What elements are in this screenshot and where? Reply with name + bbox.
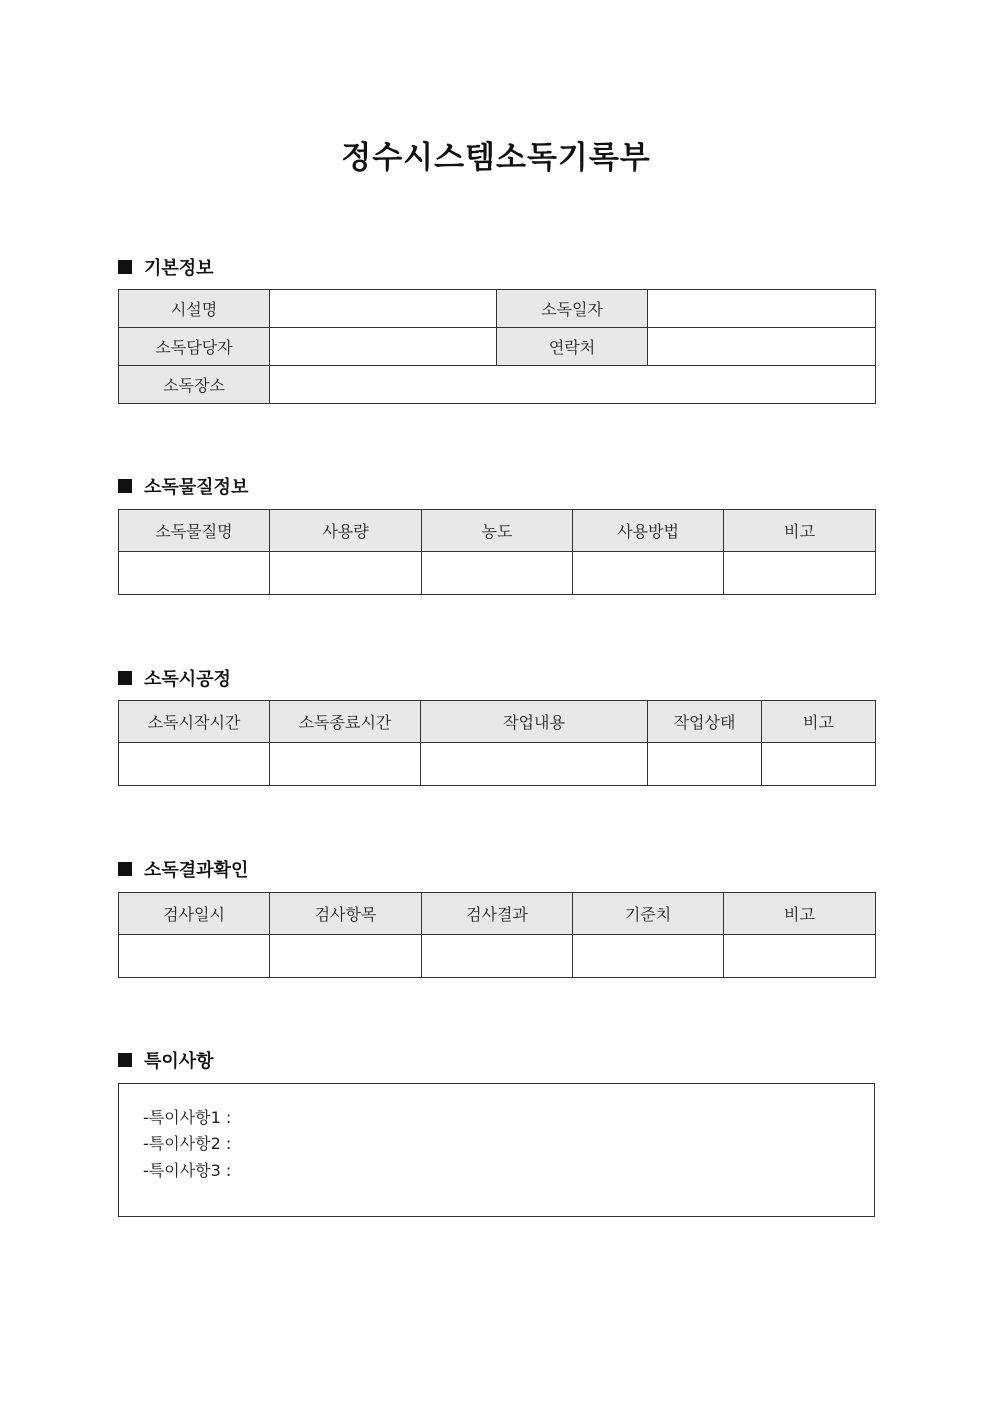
- table-cell[interactable]: [270, 935, 422, 978]
- section-heading-label: 소독시공정: [144, 669, 231, 690]
- section-heading-label: 기본정보: [144, 258, 214, 279]
- column-header: 비고: [724, 510, 876, 552]
- section-heading-label: 소독결과확인: [144, 860, 249, 881]
- square-bullet-icon: [118, 1053, 132, 1067]
- table-header-row: [119, 510, 876, 552]
- table-cell[interactable]: [648, 743, 762, 786]
- column-header: 작업상태: [648, 701, 762, 743]
- section-heading-process: [118, 665, 231, 691]
- section-heading-label: 특이사항: [144, 1051, 214, 1072]
- table-cell[interactable]: [119, 935, 270, 978]
- place-label: 소독장소: [119, 366, 270, 404]
- square-bullet-icon: [118, 479, 132, 493]
- contact-field[interactable]: [648, 328, 876, 366]
- column-header: 검사항목: [270, 893, 422, 935]
- facility-name-label: 시설명: [119, 290, 270, 328]
- facility-name-field[interactable]: [270, 290, 497, 328]
- disinfectant-table: [118, 509, 876, 595]
- section-heading-label: 소독물질정보: [144, 477, 249, 498]
- note-line-3: -특이사항3 :: [143, 1161, 232, 1180]
- table-cell[interactable]: [762, 743, 876, 786]
- table-cell[interactable]: [270, 552, 422, 595]
- basic-info-table: [118, 289, 876, 404]
- square-bullet-icon: [118, 260, 132, 274]
- disinfection-date-label: 소독일자: [497, 290, 648, 328]
- manager-field[interactable]: [270, 328, 497, 366]
- column-header: 기준치: [573, 893, 724, 935]
- section-heading-basic-info: [118, 254, 214, 280]
- table-header-row: [119, 893, 876, 935]
- column-header: 소독종료시간: [270, 701, 421, 743]
- table-header-row: [119, 701, 876, 743]
- table-cell[interactable]: [270, 743, 421, 786]
- page-title: 정수시스템소독기록부: [341, 140, 651, 176]
- contact-label: 연락처: [497, 328, 648, 366]
- column-header: 사용방법: [573, 510, 724, 552]
- column-header: 사용량: [270, 510, 422, 552]
- section-heading-notes: [118, 1047, 214, 1073]
- table-row: [119, 743, 876, 786]
- section-heading-result: [118, 856, 248, 882]
- note-line-1: -특이사항1 :: [143, 1108, 232, 1127]
- process-table: [118, 700, 876, 786]
- column-header: 농도: [422, 510, 573, 552]
- table-cell[interactable]: [422, 552, 573, 595]
- column-header: 비고: [762, 701, 876, 743]
- square-bullet-icon: [118, 862, 132, 876]
- table-row: [119, 552, 876, 595]
- place-field[interactable]: [270, 366, 876, 404]
- table-row: [119, 328, 876, 366]
- table-cell[interactable]: [724, 935, 876, 978]
- disinfection-date-field[interactable]: [648, 290, 876, 328]
- table-cell[interactable]: [724, 552, 876, 595]
- column-header: 검사결과: [422, 893, 573, 935]
- table-row: [119, 935, 876, 978]
- table-cell[interactable]: [422, 935, 573, 978]
- column-header: 비고: [724, 893, 876, 935]
- table-cell[interactable]: [421, 743, 648, 786]
- table-cell[interactable]: [119, 552, 270, 595]
- table-cell[interactable]: [573, 935, 724, 978]
- column-header: 소독시작시간: [119, 701, 270, 743]
- result-table: [118, 892, 876, 978]
- table-row: [119, 290, 876, 328]
- column-header: 소독물질명: [119, 510, 270, 552]
- square-bullet-icon: [118, 671, 132, 685]
- section-heading-disinfectant: [118, 473, 248, 499]
- table-cell[interactable]: [573, 552, 724, 595]
- table-row: [119, 366, 876, 404]
- manager-label: 소독담당자: [119, 328, 270, 366]
- note-line-2: -특이사항2 :: [143, 1134, 232, 1153]
- notes-box[interactable]: [118, 1083, 875, 1217]
- column-header: 검사일시: [119, 893, 270, 935]
- table-cell[interactable]: [119, 743, 270, 786]
- column-header: 작업내용: [421, 701, 648, 743]
